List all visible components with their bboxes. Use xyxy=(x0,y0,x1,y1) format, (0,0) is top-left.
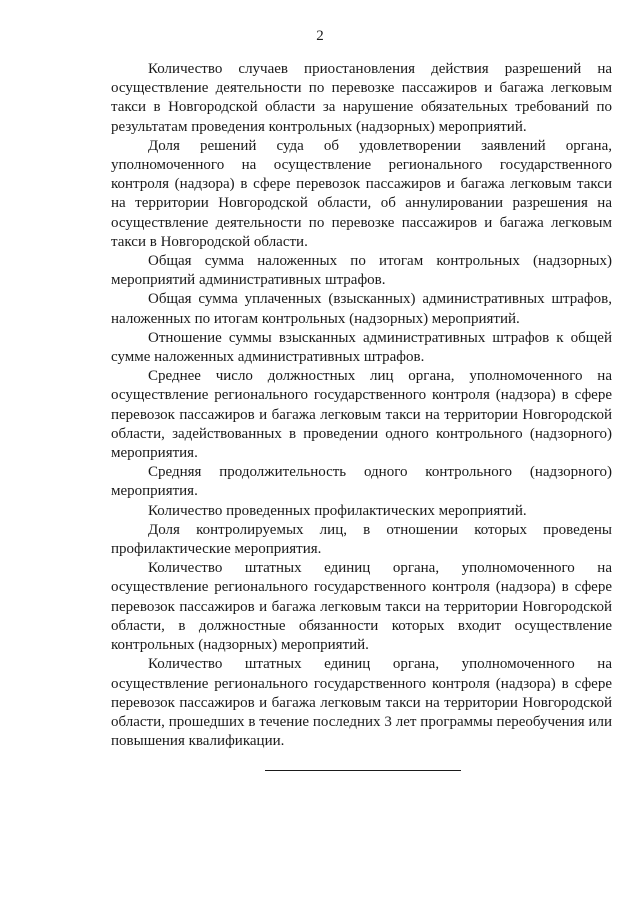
paragraph-staff-units-count: Количество штатных единиц органа, уполномоченного на осуществление регионального государственного контроля (надзора) в сфере перевозок пассажиров и багажа легковым такси на территории Новгородской области, в должностные обязанности которых входит осуществление контрольных (надзорных) мероприятий. xyxy=(111,560,612,654)
paragraph-average-duration: Средняя продолжительность одного контрольного (надзорного) мероприятия. xyxy=(111,464,612,500)
paragraph-trained-staff-count: Количество штатных единиц органа, уполномоченного на осуществление регионального государственного контроля (надзора) в сфере перевозок пассажиров и багажа легковым такси на территории Новгородской области, прошедших в течение последних 3 лет программы переобучения или повышения квалификации. xyxy=(111,656,612,750)
end-of-document-rule xyxy=(265,770,461,771)
paragraph-paid-fines-total: Общая сумма уплаченных (взысканных) административных штрафов, наложенных по итогам контрольных (надзорных) мероприятий. xyxy=(111,291,612,327)
paragraph-preventive-measures-count: Количество проведенных профилактических мероприятий. xyxy=(148,502,527,519)
paragraph-fines-ratio: Отношение суммы взысканных административных штрафов к общей сумме наложенных административных штрафов. xyxy=(111,329,612,366)
paragraph-imposed-fines-total: Общая сумма наложенных по итогам контрольных (надзорных) мероприятий административных штрафов. xyxy=(111,253,612,289)
paragraph-average-officials-count: Среднее число должностных лиц органа, уполномоченного на осуществление регионального государственного контроля (надзора) в сфере перевозок пассажиров и багажа легковым такси на территории Новгородской области, задействованных в проведении одного контрольного (надзорного) мероприятия. xyxy=(111,368,612,462)
document-body xyxy=(111,60,612,751)
page-number: 2 xyxy=(316,28,324,44)
paragraph-court-decisions-share: Доля решений суда об удовлетворении заявлений органа, уполномоченного на осуществление регионального государственного контроля (надзора) в сфере перевозок пассажиров и багажа легковым такси на территории Новгородской области, об аннулировании разрешения на осуществление деятельности по перевозке пассажиров и багажа легковым такси в Новгородской области. xyxy=(111,137,612,250)
paragraph-suspended-permits-count: Количество случаев приостановления действия разрешений на осуществление деятельности по перевозке пассажиров и багажа легковым такси в Новгородской области за нарушение обязательных требований по результатам проведения контрольных (надзорных) мероприятий. xyxy=(111,61,612,135)
paragraph-covered-persons-share: Доля контролируемых лиц, в отношении которых проведены профилактические мероприятия. xyxy=(111,521,612,558)
